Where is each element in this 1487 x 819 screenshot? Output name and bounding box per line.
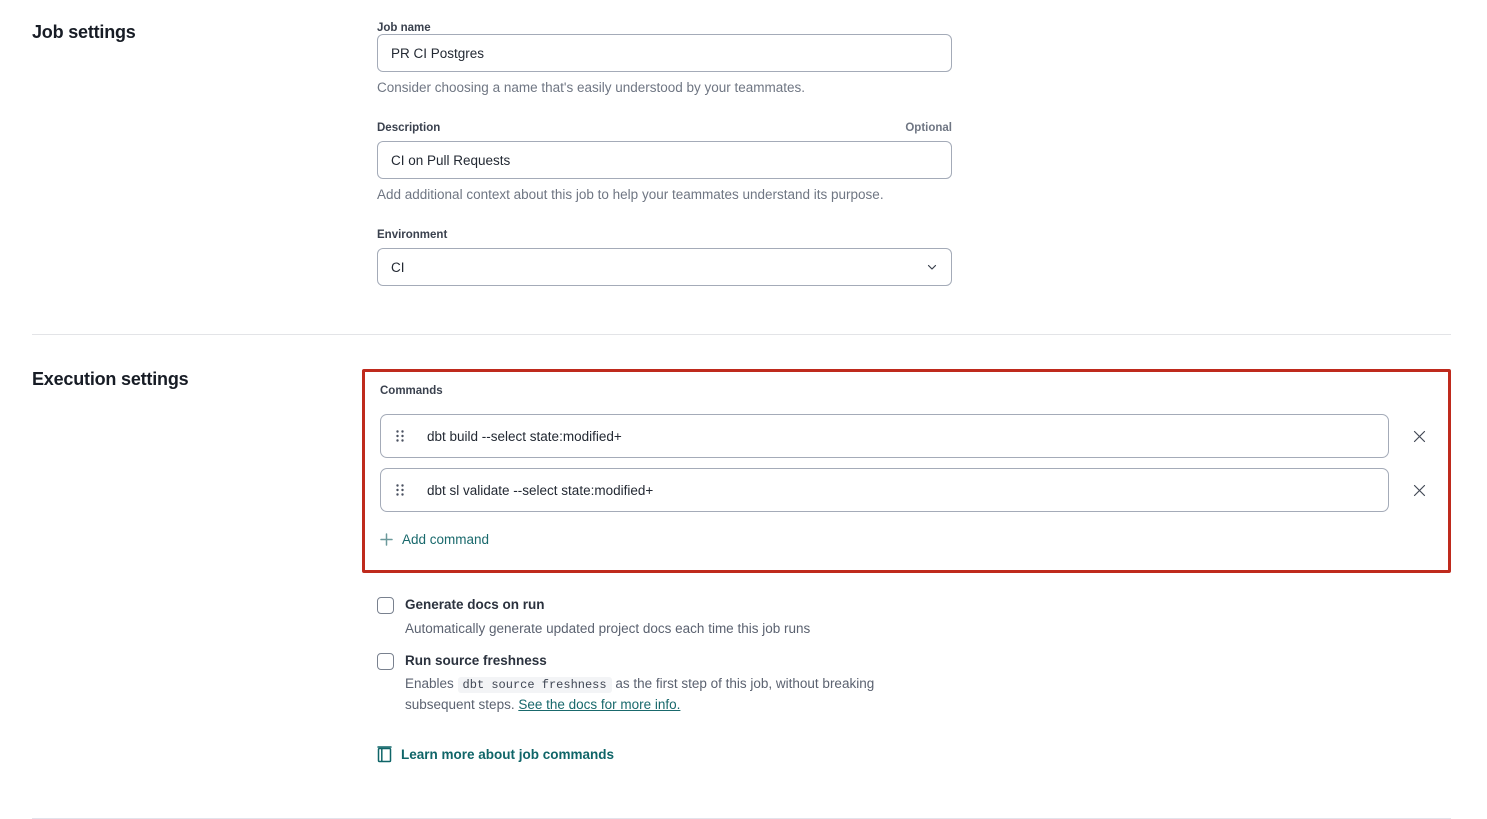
chevron-down-icon	[926, 261, 938, 273]
close-icon	[1412, 429, 1427, 444]
execution-settings-heading: Execution settings	[32, 369, 189, 389]
book-icon	[377, 746, 392, 763]
description-input[interactable]	[377, 141, 952, 179]
environment-selected-value: CI	[391, 259, 405, 275]
description-hint: Add additional context about this job to help your teammates understand its purpose.	[377, 187, 884, 202]
add-command-label: Add command	[402, 532, 490, 547]
run-source-freshness-row	[377, 652, 1451, 715]
job-name-label: Job name	[377, 22, 431, 34]
command-row	[380, 414, 1434, 458]
environment-label: Environment	[377, 229, 448, 241]
environment-field	[377, 229, 952, 286]
commands-highlight-box	[362, 369, 1451, 573]
run-source-freshness-label: Run source freshness	[405, 652, 547, 668]
job-name-field	[377, 22, 952, 95]
job-name-hint: Consider choosing a name that's easily understood by your teammates.	[377, 80, 806, 95]
plus-icon	[380, 533, 393, 546]
job-settings-form	[377, 22, 952, 286]
commands-label: Commands	[380, 385, 443, 397]
environment-select[interactable]	[377, 248, 952, 286]
learn-more-link[interactable]	[377, 746, 614, 763]
drag-handle-icon[interactable]	[395, 429, 405, 443]
job-settings-section	[0, 22, 1487, 286]
see-docs-link[interactable]: See the docs for more info.	[518, 696, 681, 712]
description-field	[377, 122, 952, 202]
inline-code-snippet: dbt source freshness	[458, 677, 612, 693]
learn-more-label: Learn more about job commands	[401, 746, 615, 762]
execution-settings-form	[377, 369, 1451, 768]
description-label: Description	[377, 122, 441, 134]
command-input[interactable]	[380, 468, 1389, 512]
job-settings-heading: Job settings	[32, 22, 136, 42]
close-icon	[1412, 483, 1427, 498]
run-source-freshness-checkbox[interactable]	[377, 653, 394, 670]
remove-command-button[interactable]	[1404, 421, 1434, 451]
command-row	[380, 468, 1434, 512]
remove-command-button[interactable]	[1404, 475, 1434, 505]
description-text: Enables	[405, 676, 458, 692]
add-command-button[interactable]	[380, 532, 489, 547]
description-label-row	[377, 122, 952, 134]
job-name-input[interactable]	[377, 34, 952, 72]
description-text: as the first step of this job, without breaking subsequent steps.	[405, 676, 875, 712]
command-text: dbt build --select state:modified+	[427, 428, 622, 444]
command-text: dbt sl validate --select state:modified+	[427, 482, 654, 498]
execution-settings-section	[0, 369, 1487, 768]
section-divider-top	[32, 334, 1451, 335]
run-source-freshness-description	[405, 674, 945, 715]
generate-docs-checkbox[interactable]	[377, 597, 394, 614]
command-input[interactable]	[380, 414, 1389, 458]
generate-docs-description: Automatically generate updated project docs each time this job runs	[405, 620, 811, 636]
optional-badge: Optional	[905, 122, 952, 134]
generate-docs-label: Generate docs on run	[405, 597, 545, 612]
drag-handle-icon[interactable]	[395, 483, 405, 497]
generate-docs-row	[377, 596, 1451, 639]
